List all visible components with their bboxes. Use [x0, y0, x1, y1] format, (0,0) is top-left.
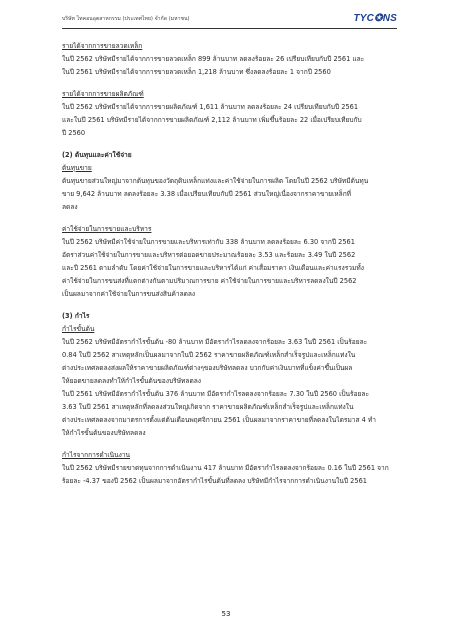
paragraph-line: ต้นทุนขายส่วนใหญ่มาจากต้นทุนของวัตถุดิบเหล็กแท่งและค่าใช้จ่ายในการผลิต โดยในปี 2562 บริษัทมีต้นทุน — [62, 177, 369, 185]
paragraph-line: เป็นผลมาจากค่าใช้จ่ายในการขนส่งสินค้าลดลง — [62, 290, 196, 298]
section-heading: (3) กำไร — [62, 312, 90, 320]
paragraph-line: ในปี 2561 บริษัทมีรายได้จากการขายลวดเหล็ก 1,218 ล้านบาท ซึ่งลดลงร้อยละ 1 จากปี 2560 — [62, 68, 331, 76]
paragraph-line: ให้ยอดขายลดลงทำให้กำไรขั้นต้นของบริษัทลดลง — [62, 377, 201, 385]
paragraph-line: ในปี 2562 บริษัทมีรายได้จากการขายผลิตภัณฑ์ 1,611 ล้านบาท ลดลงร้อยละ 24 เปรียบเทียบกับปี 2561 — [62, 103, 359, 111]
paragraph-line: ในปี 2562 บริษัทมีรายขาดทุนจากการดำเนินงาน 417 ล้านบาท มีอัตรากำไรลดลงจากร้อยละ 0.16 ในปี 2561 จาก — [62, 464, 389, 472]
paragraph-line: ในปี 2562 บริษัทมีอัตรากำไรขั้นต้น -80 ล้านบาท มีอัตรากำไรลดลงจากร้อยละ 3.63 ในปี 2561 เป็นร้อยละ — [62, 338, 368, 346]
paragraph-line: ค่าใช้จ่ายในการขนส่งที่แตกต่างกันตามปริมาณการขาย ค่าใช้จ่ายในการขายและบริหารลดลงในปี 2562 — [62, 277, 357, 285]
paragraph-line: ขาย 9,642 ล้านบาท ลดลงร้อยละ 3.38 เมื่อเปรียบเทียบกับปี 2561 ส่วนใหญ่เนื่องจากราคาขายเหล็กที่ — [62, 190, 352, 198]
section-heading: กำไรจากการดำเนินงาน — [62, 451, 131, 459]
paragraph-line: ในปี 2562 บริษัทมีรายได้จากการขายลวดเหล็ก 899 ล้านบาท ลดลงร้อยละ 26 เปรียบเทียบกับปี 2561 และ — [62, 55, 365, 63]
paragraph-line: และปี 2561 ตามลำดับ โดยค่าใช้จ่ายในการขายและบริหารได้แก่ ค่าเสื่อมราคา เงินเดือนและค่าแรงรวมทั้ง — [62, 264, 364, 272]
paragraph-line: ปี 2560 — [62, 129, 86, 137]
section-wire-revenue — [62, 40, 390, 79]
section-profit — [62, 310, 390, 440]
section-heading: ค่าใช้จ่ายในการขายและบริหาร — [62, 225, 152, 233]
paragraph-line: 3.63 ในปี 2561 สาเหตุหลักที่ลดลงส่วนใหญ่เกิดจาก ราคาขายผลิตภัณฑ์เหล็กสำเร็จรูปและเหล็กแท่งใน — [62, 403, 354, 411]
section-heading: รายได้จากการขายผลิตภัณฑ์ — [62, 90, 144, 98]
section-heading: (2) ต้นทุนและค่าใช้จ่าย — [62, 151, 132, 159]
logo-text-right: NS — [382, 13, 397, 24]
page-header — [62, 14, 397, 29]
section-subheading: ต้นทุนขาย — [62, 164, 92, 172]
paragraph-line: ในปี 2562 บริษัทมีค่าใช้จ่ายในการขายและบริหารเท่ากับ 338 ล้านบาท ลดลงร้อยละ 6.30 จากปี 2561 — [62, 238, 355, 246]
section-sga-expenses — [62, 223, 390, 301]
paragraph-line: และในปี 2561 บริษัทมีรายได้จากการขายผลิตภัณฑ์ 2,112 ล้านบาท เพิ่มขึ้นร้อยละ 22 เมื่อเปรียบเทียบกับ — [62, 116, 362, 124]
section-costs — [62, 149, 390, 214]
paragraph-line: 0.84 ในปี 2562 สาเหตุหลักเป็นผลมาจากในปี 2562 ราคาขายผลิตภัณฑ์เหล็กสำเร็จรูปและเหล็กแท่งใน — [62, 351, 356, 359]
logo-mark-icon: ✪ — [374, 13, 383, 24]
paragraph-line: ต่างประเทศลดลงจากมาตรการตั้งแต่ต้นเดือนพฤศจิกายน 2561 เป็นผลมาจากราคาขายที่ลดลงในไตรมาส 4 ทำ — [62, 416, 376, 424]
paragraph-line: อัตราส่วนค่าใช้จ่ายในการขายและบริหารต่อยอดขายประมาณร้อยละ 3.53 และร้อยละ 3.49 ในปี 2562 — [62, 251, 356, 259]
section-subheading: กำไรขั้นต้น — [62, 325, 95, 333]
header-company-name: บริษัท ไทคอนอุตสาหกรรม (ประเทศไทย) จำกัด (มหาชน) — [62, 16, 190, 22]
logo-text-left: TYC — [353, 13, 375, 24]
section-operating-profit — [62, 449, 390, 488]
paragraph-line: ร้อยละ -4.37 ของปี 2562 เป็นผลมาจากอัตรากำไรขั้นต้นที่ลดลง บริษัทมีกำไรจากการดำเนินงานในปี 2561 — [62, 477, 367, 485]
section-product-revenue — [62, 88, 390, 140]
page-number: 53 — [221, 610, 231, 618]
section-heading: รายได้จากการขายลวดเหล็ก — [62, 42, 143, 50]
paragraph-line: ต่างประเทศลดลงส่งผลให้ราคาขายผลิตภัณฑ์ต่างๆของบริษัทลดลง บวกกับค่าเงินบาทที่แข็งค่าขึ้นเป็นผล — [62, 364, 353, 372]
paragraph-line: ให้กำไรขั้นต้นของบริษัทลดลง — [62, 429, 146, 437]
paragraph-line: ลดลง — [62, 203, 78, 211]
paragraph-line: ในปี 2561 บริษัทมีอัตรากำไรขั้นต้น 376 ล้านบาท มีอัตรากำไรลดลงจากร้อยละ 7.30 ในปี 2560 เป็นร้อยละ — [62, 390, 369, 398]
document-body — [62, 40, 390, 488]
company-logo — [354, 13, 398, 24]
